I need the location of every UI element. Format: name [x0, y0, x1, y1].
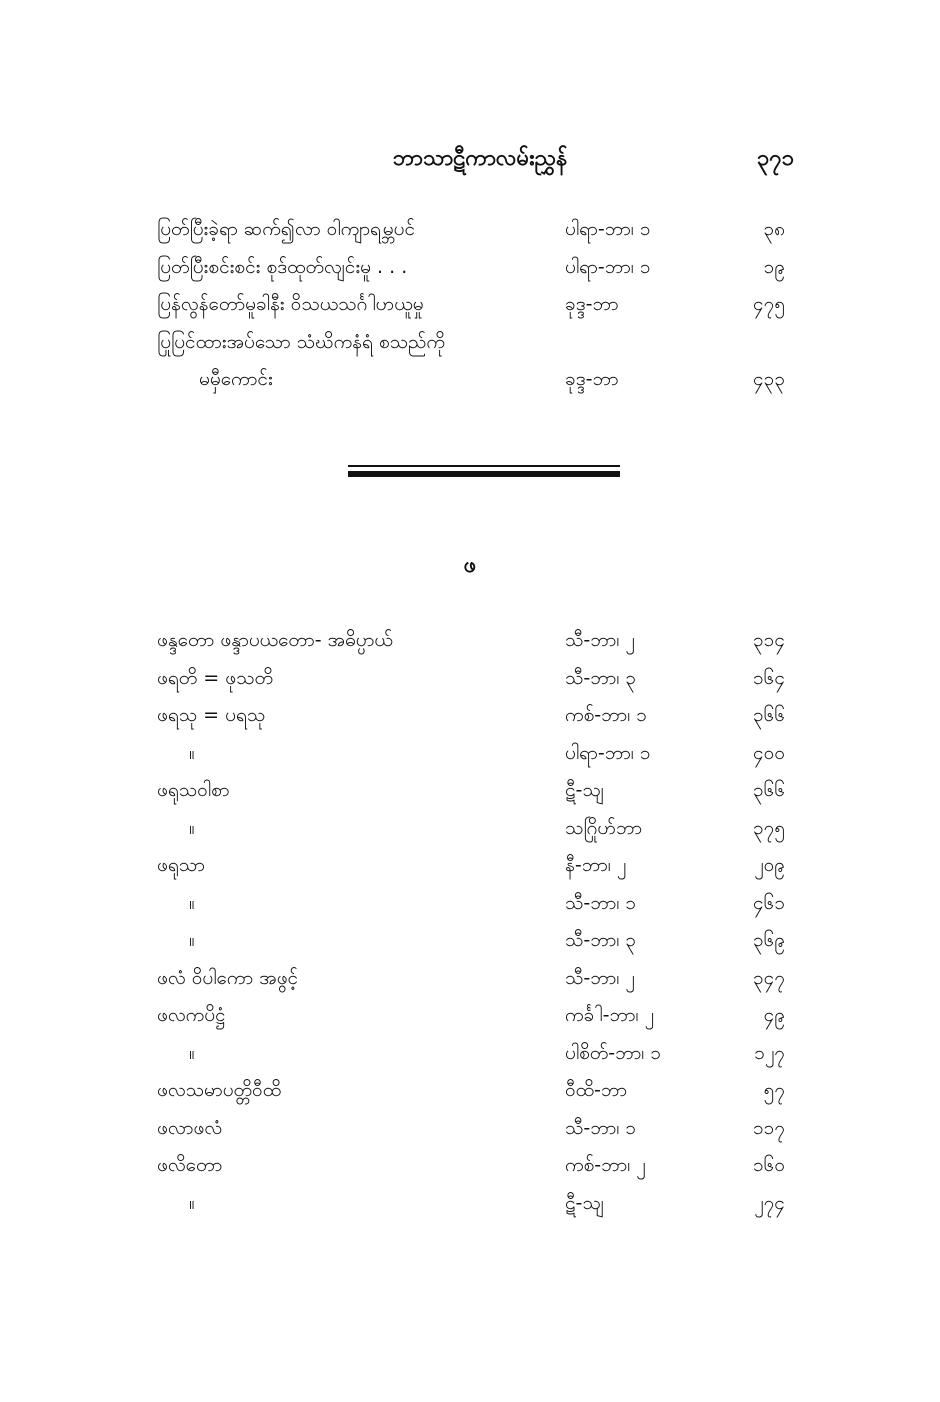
index-entry: [157, 361, 797, 399]
entry-term: ဖန္ဒတော ဖန္ဒာပယတော- အဓိပ္ပာယ်: [157, 629, 393, 651]
entry-term: ။: [189, 1191, 195, 1214]
section-divider: [348, 465, 620, 481]
divider-thick-rule: [348, 471, 620, 477]
entry-term: ပြန်လွန်တော်မူခါနီး ဝိသယသင်္ဂါဟယူမှု: [157, 293, 424, 315]
entry-term: ပြတ်ပြီးစင်းစင်း စုဒ်ထုတ်လျင်းမူ . . .: [157, 255, 408, 278]
entry-source: ဋီ-သျ: [565, 1191, 604, 1214]
entry-page-ref: ၃၆၆: [752, 704, 785, 726]
entry-term: ။: [189, 1041, 195, 1064]
index-list-section: [157, 622, 797, 1222]
index-entry: [157, 1035, 797, 1073]
entry-page-ref: ၄၇၅: [752, 293, 785, 315]
entry-page-ref: ၃၆၉: [752, 929, 785, 951]
page-number: ၃၇၁: [756, 146, 794, 171]
entry-source: ခုဒ္ဒ-ဘာ: [565, 293, 619, 315]
index-entry: [157, 1110, 797, 1148]
entry-source: သီ-ဘာ၊ ၁: [565, 891, 637, 914]
entry-term: ။: [189, 816, 195, 839]
index-entry: [157, 1147, 797, 1185]
entry-page-ref: ၁၁၇: [752, 1116, 785, 1139]
entry-term: ဖရုသာ: [157, 854, 205, 876]
entry-page-ref: ၃၁၄: [752, 629, 785, 651]
index-entry: [157, 735, 797, 773]
entry-page-ref: ၁၆၀: [752, 1154, 785, 1176]
entry-term: ဖလံ ဝိပါကော အဖွင့်: [157, 966, 299, 989]
index-entry: [157, 1185, 797, 1223]
entry-source: နီ-ဘာ၊ ၂: [565, 854, 627, 876]
index-entry: [157, 286, 797, 324]
entry-source: ကင်္ခါ-ဘာ၊ ၂: [565, 1004, 654, 1026]
entry-source: သီ-ဘာ၊ ၂: [565, 966, 635, 989]
index-entry: [157, 697, 797, 735]
index-entry: [157, 660, 797, 698]
index-entry: [157, 885, 797, 923]
running-title: ဘာသာဋီကာလမ်းညွှန်: [392, 146, 568, 171]
index-entry: [157, 211, 797, 249]
index-list-continued: [157, 211, 797, 399]
entry-source: သီ-ဘာ၊ ၂: [565, 629, 635, 651]
entry-term: ။: [189, 741, 195, 764]
divider-thin-rule: [348, 465, 620, 467]
entry-term: မမှီကောင်း: [199, 368, 273, 390]
entry-source: ဝီထိ-ဘာ: [565, 1079, 628, 1101]
entry-source: ပါရာ-ဘာ၊ ၁: [565, 218, 651, 240]
entry-term: ။: [189, 929, 195, 951]
entry-source: သီ-ဘာ၊ ၁: [565, 1116, 637, 1139]
entry-term: ပြုပြင်ထားအပ်သော သံဃိကနံရံ စသည်ကို: [157, 330, 445, 353]
entry-page-ref: ၃၇၅: [752, 816, 785, 839]
index-entry: [157, 622, 797, 660]
index-entry: [157, 249, 797, 287]
entry-page-ref: ၄၆၁: [752, 891, 785, 914]
entry-source: ပါရာ-ဘာ၊ ၁: [565, 741, 651, 764]
entry-source: ပါရာ-ဘာ၊ ၁: [565, 255, 651, 278]
entry-source: သီ-ဘာ၊ ၃: [565, 929, 637, 951]
entry-page-ref: ၂၀၉: [754, 854, 785, 876]
entry-source: ပါစိတ်-ဘာ၊ ၁: [565, 1041, 662, 1064]
entry-term: ပြတ်ပြီးခဲ့ရာ ဆက်၍လာ ဝါကျာရမ္ဘပင်: [157, 218, 416, 240]
entry-term: ဖလကပိဋ္ဌံ: [157, 1004, 226, 1026]
index-entry: [157, 847, 797, 885]
index-entry: [157, 1072, 797, 1110]
entry-term: ဖလသမာပတ္တိဝီထိ: [157, 1079, 282, 1101]
index-entry: [157, 772, 797, 810]
entry-term: ဖရတိ = ဖုသတိ: [157, 666, 273, 689]
index-entry: [157, 922, 797, 960]
entry-term: ဖလာဖလံ: [157, 1116, 223, 1139]
entry-term: ။: [189, 891, 195, 914]
entry-page-ref: ၄၉: [763, 1004, 785, 1026]
entry-source: သီ-ဘာ၊ ၃: [565, 666, 637, 689]
index-entry: [157, 810, 797, 848]
entry-page-ref: ၄၃၃: [752, 368, 785, 390]
index-entry: [157, 997, 797, 1035]
entry-source: ကစ်-ဘာ၊ ၂: [565, 1154, 646, 1176]
entry-page-ref: ၁၉: [763, 255, 785, 278]
entry-page-ref: ၃၈: [763, 218, 785, 240]
entry-page-ref: ၁၆၄: [752, 666, 785, 689]
entry-source: သဂြိုဟ်ဘာ: [565, 816, 643, 839]
entry-page-ref: ၃၆၆: [752, 779, 785, 801]
index-entry: [157, 960, 797, 998]
entry-page-ref: ၁၂၇: [754, 1041, 785, 1064]
section-letter-heading: ဖ: [463, 553, 477, 578]
entry-source: ခုဒ္ဒ-ဘာ: [565, 368, 619, 390]
entry-term: ဖရုသဝါစာ: [157, 779, 230, 801]
entry-source: ကစ်-ဘာ၊ ၁: [565, 704, 647, 726]
entry-page-ref: ၄၀၀: [752, 741, 785, 764]
entry-page-ref: ၂၇၄: [754, 1191, 785, 1214]
entry-term: ဖလိတော: [157, 1154, 223, 1176]
entry-page-ref: ၃၄၇: [752, 966, 785, 989]
entry-term: ဖရသု = ပရသု: [157, 704, 266, 726]
entry-page-ref: ၅၇: [763, 1079, 785, 1101]
index-entry: [157, 324, 797, 362]
entry-source: ဋီ-သျ: [565, 779, 604, 801]
